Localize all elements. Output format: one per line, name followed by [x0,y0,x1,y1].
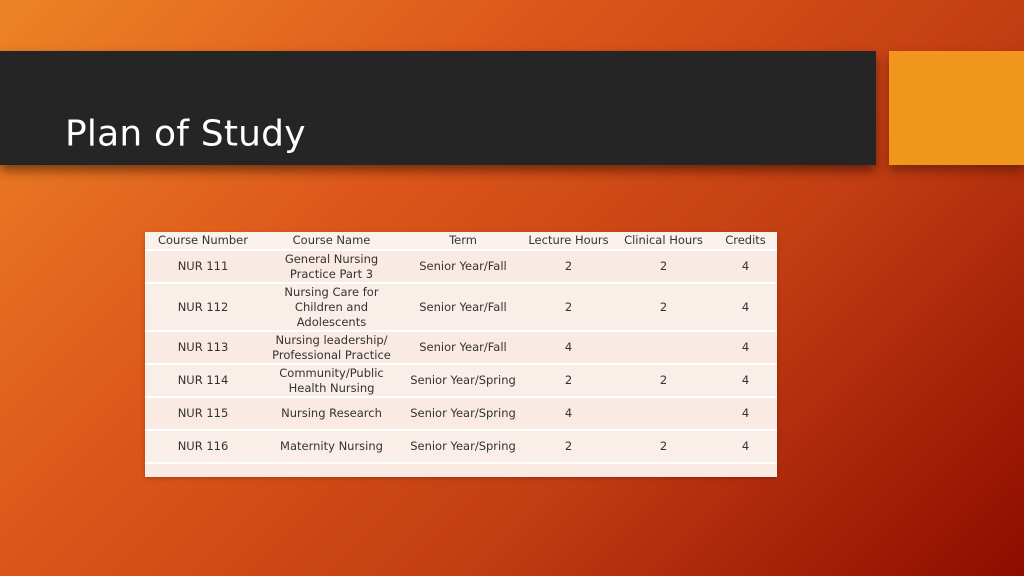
table-header-row [145,232,777,250]
cell-course-number: NUR 116 [145,430,261,463]
table-row [145,364,777,397]
cell-clinical-hours: 2 [613,283,714,331]
header-term: Term [402,232,524,250]
cell-course-name: Community/Public Health Nursing [261,364,402,397]
cell-credits: 4 [714,283,777,331]
header-course-name: Course Name [261,232,402,250]
cell-lecture-hours: 2 [524,250,613,283]
course-table [145,232,777,477]
cell-credits: 4 [714,250,777,283]
table-row [145,283,777,331]
cell-credits: 4 [714,397,777,430]
empty-cell [145,463,261,477]
course-table-container [145,232,777,476]
cell-credits: 4 [714,430,777,463]
cell-term: Senior Year/Spring [402,430,524,463]
cell-course-name: Maternity Nursing [261,430,402,463]
cell-course-number: NUR 115 [145,397,261,430]
accent-square [889,51,1024,165]
table-row [145,397,777,430]
empty-cell [261,463,402,477]
empty-cell [714,463,777,477]
cell-lecture-hours: 2 [524,364,613,397]
cell-course-number: NUR 114 [145,364,261,397]
cell-term: Senior Year/Fall [402,331,524,364]
empty-cell [613,463,714,477]
cell-clinical-hours: 2 [613,430,714,463]
cell-lecture-hours: 4 [524,397,613,430]
cell-course-number: NUR 112 [145,283,261,331]
table-row [145,430,777,463]
header-lecture-hours: Lecture Hours [524,232,613,250]
cell-course-number: NUR 113 [145,331,261,364]
cell-lecture-hours: 4 [524,331,613,364]
cell-course-name: General Nursing Practice Part 3 [261,250,402,283]
cell-term: Senior Year/Fall [402,283,524,331]
cell-course-name: Nursing leadership/ Professional Practice [261,331,402,364]
cell-lecture-hours: 2 [524,283,613,331]
cell-term: Senior Year/Spring [402,397,524,430]
cell-clinical-hours [613,331,714,364]
header-course-number: Course Number [145,232,261,250]
cell-credits: 4 [714,331,777,364]
cell-credits: 4 [714,364,777,397]
table-row [145,331,777,364]
slide-title: Plan of Study [65,113,306,155]
header-credits: Credits [714,232,777,250]
header-clinical-hours: Clinical Hours [613,232,714,250]
cell-course-name: Nursing Research [261,397,402,430]
empty-cell [402,463,524,477]
cell-term: Senior Year/Fall [402,250,524,283]
table-empty-row [145,463,777,477]
empty-cell [524,463,613,477]
table-row [145,250,777,283]
cell-clinical-hours: 2 [613,250,714,283]
cell-clinical-hours [613,397,714,430]
cell-course-name: Nursing Care for Children and Adolescents [261,283,402,331]
cell-course-number: NUR 111 [145,250,261,283]
cell-lecture-hours: 2 [524,430,613,463]
title-bar [0,51,876,165]
cell-clinical-hours: 2 [613,364,714,397]
cell-term: Senior Year/Spring [402,364,524,397]
